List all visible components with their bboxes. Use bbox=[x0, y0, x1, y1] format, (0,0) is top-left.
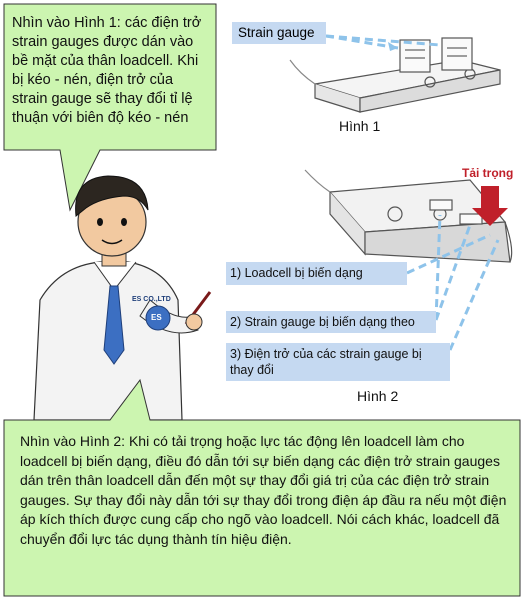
label-resistance-changed: 3) Điện trở của các strain gauge bị thay đổi bbox=[226, 343, 450, 381]
logo-text: ES bbox=[151, 313, 162, 322]
label-gauge-deformed: 2) Strain gauge bị biến dạng theo bbox=[226, 311, 436, 333]
strain-gauge-label: Strain gauge bbox=[232, 22, 326, 44]
load-label: Tải trọng bbox=[462, 166, 514, 180]
label-loadcell-deformed: 1) Loadcell bị biến dạng bbox=[226, 262, 407, 285]
figure-2-caption: Hình 2 bbox=[357, 388, 399, 404]
bubble-top-text: Nhìn vào Hình 1: các điện trở strain gauges được dán vào bề mặt của thân loadcell. Khi bị kéo - nén, điện trở của strain gauge sẽ thay đổi tỉ lệ thuận với biên độ kéo - nén bbox=[12, 15, 202, 126]
figure-1-caption: Hình 1 bbox=[339, 118, 381, 134]
teacher-character bbox=[34, 176, 210, 420]
company-badge: ES CO.,LTD bbox=[132, 296, 171, 303]
bubble-bottom-text: Nhìn vào Hình 2: Khi có tải trọng hoặc lực tác động lên loadcell làm cho loadcell bị biến dạng, điều đó dẫn tới sự biến dạng các điện trở strain gauges dán trên thân loadcell dẫn đến một sự thay đổi giá trị của các điện trở strain gauges. Sự thay đổi này dẫn tới sự thay đổi trong điện áp đầu ra nếu một điện áp kích thích được cung cấp cho ngõ vào loadcell. Nói cách khác, loadcell đã chuyển đổi lực tác dụng thành tín hiệu điện. bbox=[20, 433, 507, 547]
hand bbox=[186, 314, 202, 330]
